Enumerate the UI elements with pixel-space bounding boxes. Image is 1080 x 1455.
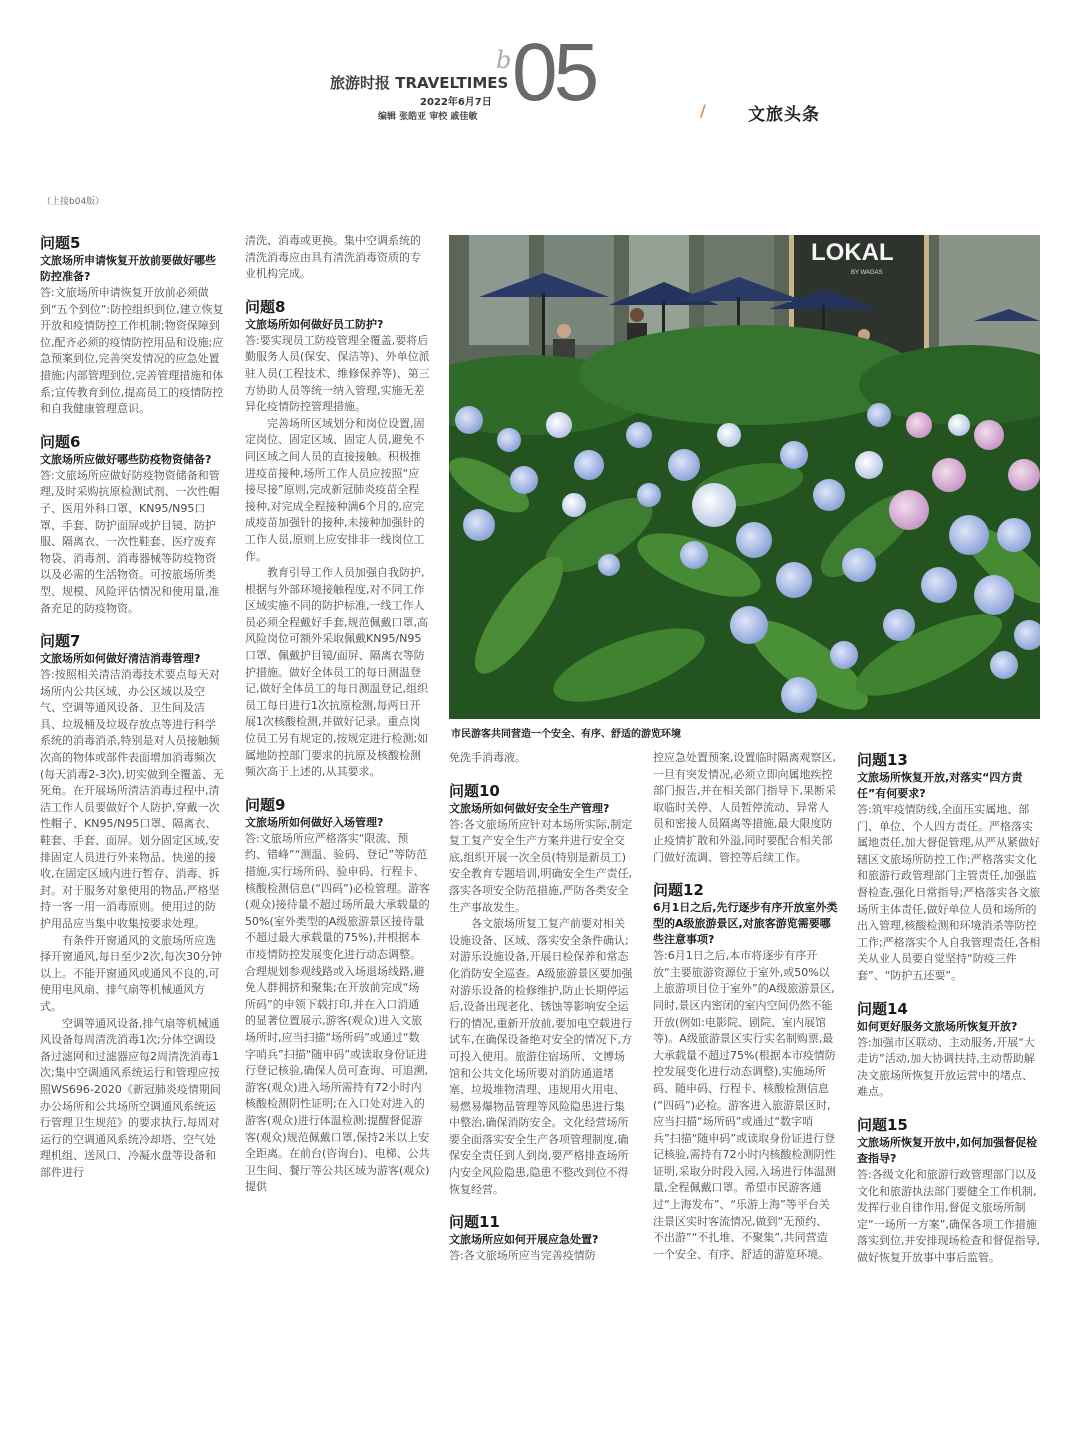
column-2 — [245, 233, 430, 1196]
q15-answer: 答:各级文化和旅游行政管理部门以及文化和旅游执法部门要健全工作机制,发挥行业自律作用,督促文旅场所制定“一场所一方案”,确保各项工作措施落实到位,并安排现场检查和督促指导,做好恢复开放事中事后监管。 — [857, 1167, 1040, 1264]
q6-title: 文旅场所应做好哪些防疫物资储备? — [40, 452, 212, 466]
continued-note: （上接b04版） — [42, 197, 105, 207]
hydrangea-photo — [449, 235, 1040, 719]
q5-number: 问题5 — [40, 234, 81, 252]
q11-number: 问题11 — [449, 1213, 500, 1232]
q11-answer: 控应急处置预案,设置临时隔离观察区,一旦有突发情况,必须立即向属地疾控部门报告,并在相关部门指导下,果断采取临时关停、人员暂停流动、异常人员和密接人员隔离等措施,最大限度防止疫情扩散和外溢,同时要配合相关部门做好流调、管控等后续工作。 — [653, 751, 836, 864]
q13-number: 问题13 — [857, 751, 908, 769]
column-5 — [857, 750, 1042, 1266]
q11-answer-start: 答:各文旅场所应当完善疫情防 — [449, 1249, 596, 1263]
q8-positions: 完善场所区域划分和岗位设置,固定岗位、固定区域、固定人员,避免不同区域之间人员的直接接触。积极推进疫苗接种,场所工作人员应按照“应接尽接”原则,完成新冠肺炎疫苗全程接种,对完成全程接种满6个月的,应完成疫苗加强针的接种,未接种加强针的工作人员,原则上应安排非一线岗位工作。 — [245, 416, 425, 563]
newspaper-brand: 旅游时报 TRAVELTIMES — [330, 74, 509, 92]
q8-protection: 教育引导工作人员加强自我防护,根据与外部环境接触程度,对不同工作区域实施不同的防护标准,一线工作人员必须全程戴好手套,规范佩戴口罩,高风险岗位可额外采取佩戴KN95/N95口罩、佩戴护目镜/面屏、隔离衣等防护措施。做好全体员工的每日测温登记,做好全体员工的每日测温登记,组织员工每日进行1次抗原检测,每两日开展1次核酸检测,并做好记录。重点岗位员工另有规定的,按规定进行检测;如属地防控部门要求的抗原及核酸检测频次高于上述的,从其要求。 — [245, 566, 429, 779]
q7-ventilation: 有条件开窗通风的文旅场所应选择开窗通风,每日至少2次,每次30分钟以上。不能开窗通风或通风不良的,可使用电风扇、排气扇等机械通风方式。 — [40, 933, 222, 1013]
q8-number: 问题8 — [245, 297, 286, 316]
page-number: 05 — [512, 27, 596, 118]
q10-title: 文旅场所如何做好安全生产管理? — [449, 801, 610, 815]
q10-facilities: 各文旅场所复工复产前要对相关设施设备、区域、落实安全条件确认;对游乐设施设备,开展日检保养和常态化消防安全巡查。A级旅游景区要加强对游乐设备的检修维护,防止长期停运后,设备出现老化、锈蚀等影响安全运行的情况,重新开放前,要加电空载进行试车,在确保设备绝对安全的情况下,方可投入使用。旅游住宿场所、文博场馆和公共文化场所要对消防通道堵塞、垃圾堆物清理、违规用火用电、易燃易爆物品管理等风险隐患进行集中整治,确保消防安全。文化经营场所要全面落实安全生产各项管理制度,确保安全责任到人到岗,要严格排查场所内安全风险隐患,隐患不整改到位不得恢复经营。 — [449, 917, 633, 1196]
column-4 — [653, 750, 838, 1263]
q6-number: 问题6 — [40, 432, 81, 451]
q7-number: 问题7 — [40, 632, 81, 651]
q7-title: 文旅场所如何做好清洁消毒管理? — [40, 652, 201, 666]
q10-answer: 答:各文旅场所应针对本场所实际,制定复工复产安全生产方案并进行安全交底,组织开展一次全员(特别是新员工)安全教育专题培训,明确安全生产责任,落实各项安全防范措施,严防各类安全生产事故发生。 — [449, 817, 633, 914]
q5-title: 文旅场所申请恢复开放前要做好哪些防控准备? — [40, 254, 216, 283]
q10-lead: 免洗手消毒液。 — [449, 751, 526, 764]
editors-line: 编辑 张皓亚 审校 戚佳敏 — [378, 112, 478, 122]
q15-number: 问题15 — [857, 1115, 908, 1134]
q8-continuation: 清洗、消毒或更换。集中空调系统的清洗消毒应由具有清洗消毒资质的专业机构完成。 — [245, 234, 421, 281]
q6-answer: 答:文旅场所应做好防疫物资储备和管理,及时采购抗原检测试剂、一次性帽子、医用外科口罩、KN95/N95口罩、手套、防护面屏或护目镜、防护服、隔离衣、一次性鞋套、医疗废弃物袋、消毒剂、消毒器械等防疫物资以及必需的生活物资。可按旅场所类型、规模、风险评估情况和使用量,准备充足的防疫物资。 — [40, 468, 220, 615]
section-divider-icon: / — [700, 101, 706, 120]
q5-answer: 答:文旅场所申请恢复开放前必须做到“五个到位”:防控组织到位,建立恢复开放和疫情防控工作机制;物资保障到位,配齐必须的疫情防控用品和设施;应急预案到位,完善突发情况的应急处置措施;内部管理到位,完善管理措施和体系;宣传教育到位,提高员工的疫情防控和自我健康管理意识。 — [40, 286, 224, 416]
q9-title: 文旅场所如何做好入场管理? — [245, 815, 384, 829]
q7-aircon: 空调等通风设备,排气扇等机械通风设备每周清洗消毒1次;分体空调设备过滤网和过滤器应每2周清洗消毒1次;集中空调通风系统运行和管理应按照WS696-2020《新冠肺炎疫情期间办公场所和公共场所空调通风系统运行管理卫生规范》的要求执行,每周对运行的空调通风系统冷却塔、空气处理机组、送风口、冷凝水盘等设备和部件进行 — [40, 1016, 221, 1179]
q13-title: 文旅场所恢复开放,对落实“四方责任”有何要求? — [857, 771, 1023, 800]
q9-number: 问题9 — [245, 795, 286, 814]
q15-title: 文旅场所恢复开放中,如何加强督促检查指导? — [857, 1135, 1038, 1165]
q11-title: 文旅场所应如何开展应急处置? — [449, 1233, 599, 1247]
q10-number: 问题10 — [449, 781, 500, 800]
section-title: 文旅头条 — [748, 105, 820, 125]
q8-title: 文旅场所如何做好员工防护? — [245, 317, 384, 331]
q14-answer: 答:加强市区联动、主动服务,开展“大走访”活动,加大协调扶持,主动帮助解决文旅场所恢复开放运营中的堵点、难点。 — [857, 1035, 1035, 1099]
q9-answer: 答:文旅场所应严格落实“限流、预约、错峰”“测温、验码、登记”等防范措施,实行场所码、验申码、行程卡、核酸检测信息(“四码”)必检管理。游客(观众)接待量不超过场所最大承载量的50%(室外类型的A级旅游景区接待量不超过最大承载量的75%),并根据本市疫情防控发展变化进行动态调整。合理规划参观线路或入场退场线路,避免人群拥挤和聚集;在开放前完成“场所码”的申领下载打印,并在入口消通的显著位置展示,游客(观众)进入文旅场所时,应当扫描“场所码”或通过“数字哨兵”扫描“随申码”或读取身份证进行登记核验,确保人员可查询、可追溯,游客(观众)进入场所需持有72小时内核酸检测阴性证明;在入口处对进入的游客(观众)进行体温检测;提醒督促游客(观众)规范佩戴口罩,保持2米以上安全距离。在前台(咨询台)、电梯、公共卫生间、餐厅等公共区域为游客(观众)提供 — [245, 831, 430, 1194]
q12-answer: 答:6月1日之后,本市将逐步有序开放“主要旅游资源位于室外,或50%以上旅游项目位于室外”的A级旅游景区,同时,景区内密闭的室内空间仍然不能开放(例如:电影院、剧院、室内展馆等)。A级旅游景区实行实名制购票,最大承载量不超过75%(根据本市疫情防控发展变化进行动态调整),实施场所码、随申码、行程卡、核酸检测信息(“四码”)必检。游客进入旅游景区时,应当扫描“场所码”或通过“数字哨兵”扫描“随申码”或读取身份证进行登记核验,需持有72小时内核酸检测阴性证明,采取分时段入园,入场进行体温测量,全程佩戴口罩。希望市民游客通过“上海发布”、“乐游上海”等平台关注景区实时客流情况,做到“无预约、不出游”“不扎堆、不聚集”,共同营造一个安全、有序、舒适的游览环境。 — [653, 949, 836, 1261]
cafe-sign-sub: BY WAGAS — [851, 270, 883, 276]
q12-number: 问题12 — [653, 881, 704, 900]
q13-answer: 答:筑牢疫情防线,全面压实属地、部门、单位、个人四方责任。严格落实属地责任,加大督促管理,从严从紧做好辖区文旅场所防控工作;严格落实文化和旅游行政管理部门主管责任,加强监督检查,强化日常指导;严格落实各文旅场所主体责任,做好单位人员和场所的出入管理,核酸检测和环境消杀等防控工作;严格落实个人自我管理责任,各相关从业人员要自觉坚持“防疫三件套”、“防护五还要”。 — [857, 803, 1041, 982]
page-letter: b — [496, 46, 512, 74]
issue-date: 2022年6月7日 — [420, 97, 492, 108]
photo-caption: 市民游客共同营造一个安全、有序、舒适的游览环境 — [451, 729, 681, 740]
q7-answer: 答:按照相关清洁消毒技术要点每天对场所内公共区域、办公区域以及空气、空调等通风设备、卫生间及洁具、垃圾桶及垃圾存放点等进行科学系统的消毒消杀,特别是对人员接触频次高的物体或部件表面增加消毒频次(每天消毒2-3次),切实做到全覆盖、无死角。在开展场所清洁消毒过程中,清洁工作人员要做好个人防护,穿戴一次性帽子、KN95/N95口罩、隔离衣、鞋套、手套、面屏。划分固定区域,安排固定人员进行外来物品、快递的接收,在固定区域内进行暂存、消毒、拆封。对于服务对象使用的物品,严格坚持一客一用一消毒原则。使用过的防护用品应当集中收集按要求处理。 — [40, 668, 225, 930]
cafe-sign: LOKAL — [811, 239, 894, 266]
q12-title: 6月1日之后,先行逐步有序开放室外类型的A级旅游景区,对旅客游览需要哪些注意事项? — [653, 901, 838, 947]
q14-title: 如何更好服务文旅场所恢复开放? — [857, 1019, 1018, 1033]
q14-number: 问题14 — [857, 999, 908, 1018]
q8-answer: 答:要实现员工防疫管理全覆盖,要将后勤服务人员(保安、保洁等)、外单位派驻人员(工程技术、维修保养等)、第三方协助人员等统一纳入管理,实施无差异化疫情防控管理措施。 — [245, 333, 430, 414]
column-3 — [449, 750, 634, 1265]
column-1 — [40, 233, 225, 1182]
